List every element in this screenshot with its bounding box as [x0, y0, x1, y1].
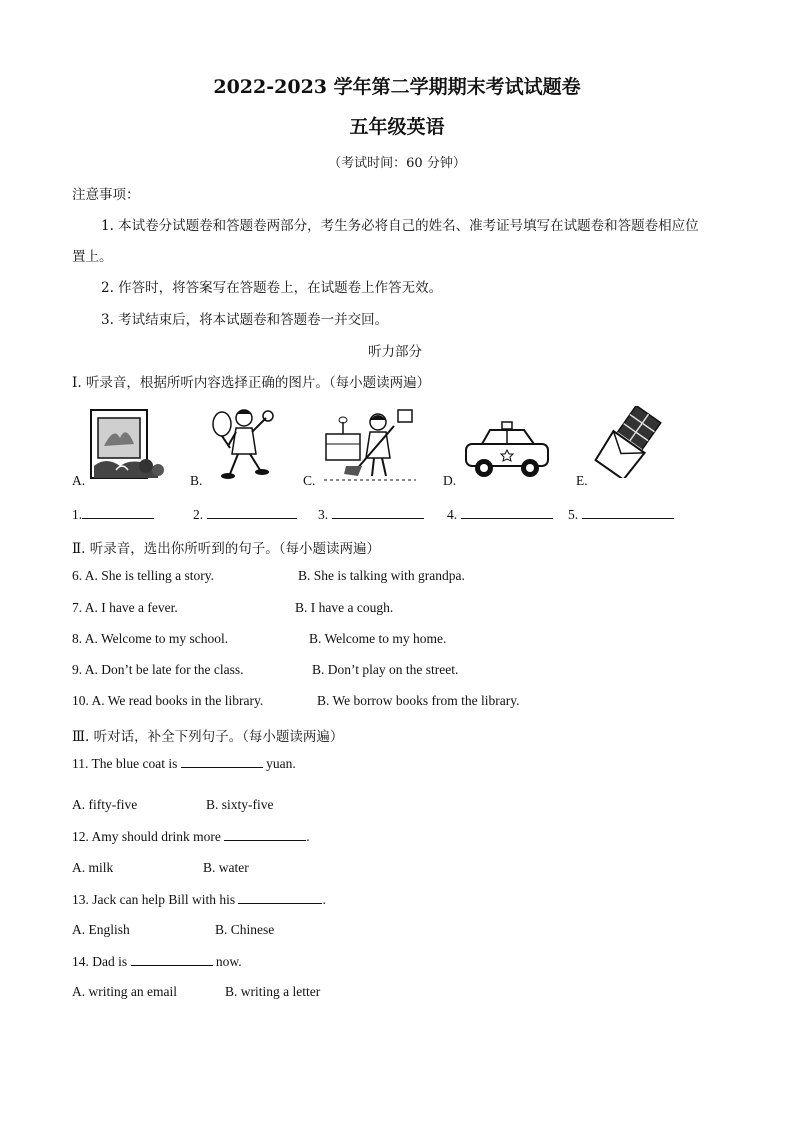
- answer-blank-4: [447, 506, 553, 523]
- answer-number: 2.: [193, 507, 204, 522]
- note-item-2: 2. 作答时，将答案写在答题卷上，在试题卷上作答无效。: [101, 280, 443, 296]
- police-car-picture: [462, 420, 552, 482]
- question-7-option-a: 7. A. I have a fever.: [72, 600, 178, 615]
- question-text: 13. Jack can help Bill with his: [72, 892, 236, 907]
- answer-line: [207, 506, 297, 519]
- question-11-option-b: B. sixty-five: [206, 797, 274, 812]
- question-7-option-b: B. I have a cough.: [295, 600, 394, 615]
- picture-letter-d: D.: [443, 473, 457, 488]
- question-12-option-b: B. water: [203, 860, 249, 875]
- part2-instruction: Ⅱ. 听录音，选出你所听到的句子。（每小题读两遍）: [72, 541, 381, 557]
- section-title: 听力部分: [368, 344, 422, 360]
- answer-blank-3: [318, 506, 424, 523]
- answer-line: [332, 506, 424, 519]
- answer-line: [82, 506, 154, 519]
- question-6-option-a: 6. A. She is telling a story.: [72, 568, 214, 583]
- answer-line: [461, 506, 553, 519]
- note-item-3: 3. 考试结束后，将本试题卷和答题卷一并交回。: [101, 312, 389, 328]
- question-14-stem: [72, 953, 242, 970]
- answer-blank-5: [568, 506, 674, 523]
- fireplace-picture: [86, 408, 168, 480]
- question-8-option-b: B. Welcome to my home.: [309, 631, 447, 646]
- question-text: 11. The blue coat is: [72, 756, 178, 771]
- question-text-end: .: [322, 892, 326, 907]
- question-10-option-b: B. We borrow books from the library.: [317, 693, 520, 708]
- question-8-option-a: 8. A. Welcome to my school.: [72, 631, 229, 646]
- answer-number: 1.: [72, 507, 83, 522]
- question-text-end: .: [306, 829, 310, 844]
- answer-number: 5.: [568, 507, 579, 522]
- boy-badminton-picture: [210, 404, 280, 484]
- question-11-option-a: A. fifty-five: [72, 797, 138, 812]
- chocolate-bar-picture: [594, 406, 664, 478]
- answer-number: 4.: [447, 507, 458, 522]
- answer-line: [582, 506, 674, 519]
- question-14-option-a: A. writing an email: [72, 984, 177, 999]
- note-item-1-cont: 置上。: [72, 249, 113, 265]
- question-9-option-b: B. Don’t play on the street.: [312, 662, 459, 677]
- part1-instruction: Ⅰ. 听录音，根据所听内容选择正确的图片。（每小题读两遍）: [72, 375, 431, 391]
- fill-blank: [131, 953, 213, 966]
- note-item-1: 1. 本试卷分试题卷和答题卷两部分，考生务必将自己的姓名、准考证号填写在试题卷和答题卷相应位: [101, 218, 699, 234]
- question-13-stem: [72, 891, 326, 908]
- question-11-stem: [72, 755, 296, 772]
- question-13-option-b: B. Chinese: [215, 922, 275, 937]
- part3-instruction: Ⅲ. 听对话，补全下列句子。（每小题读两遍）: [72, 729, 344, 745]
- question-text-end: now.: [215, 954, 242, 969]
- fill-blank: [238, 891, 322, 904]
- question-12-option-a: A. milk: [72, 860, 114, 875]
- question-text-end: yuan.: [266, 756, 296, 771]
- question-13-option-a: A. English: [72, 922, 130, 937]
- picture-letter-a: A.: [72, 473, 86, 488]
- picture-letter-c: C.: [303, 473, 316, 488]
- question-14-option-b: B. writing a letter: [225, 984, 321, 999]
- answer-blank-2: [193, 506, 297, 523]
- exam-title: 2022-2023 学年第二学期期末考试试题卷: [213, 76, 581, 98]
- fill-blank: [224, 828, 306, 841]
- question-text: 12. Amy should drink more: [72, 829, 221, 844]
- picture-letter-b: B.: [190, 473, 203, 488]
- picture-letter-e: E.: [576, 473, 588, 488]
- question-10-option-a: 10. A. We read books in the library.: [72, 693, 264, 708]
- question-6-option-b: B. She is talking with grandpa.: [298, 568, 465, 583]
- answer-number: 3.: [318, 507, 329, 522]
- answer-blank-1: [72, 506, 154, 523]
- fill-blank: [181, 755, 263, 768]
- question-9-option-a: 9. A. Don’t be late for the class.: [72, 662, 244, 677]
- exam-time-note: （考试时间：60 分钟）: [328, 156, 466, 171]
- question-12-stem: [72, 828, 310, 845]
- question-text: 14. Dad is: [72, 954, 128, 969]
- girl-sweeping-picture: [322, 404, 418, 484]
- notes-heading: 注意事项：: [72, 187, 140, 203]
- subject-title: 五年级英语: [349, 116, 445, 138]
